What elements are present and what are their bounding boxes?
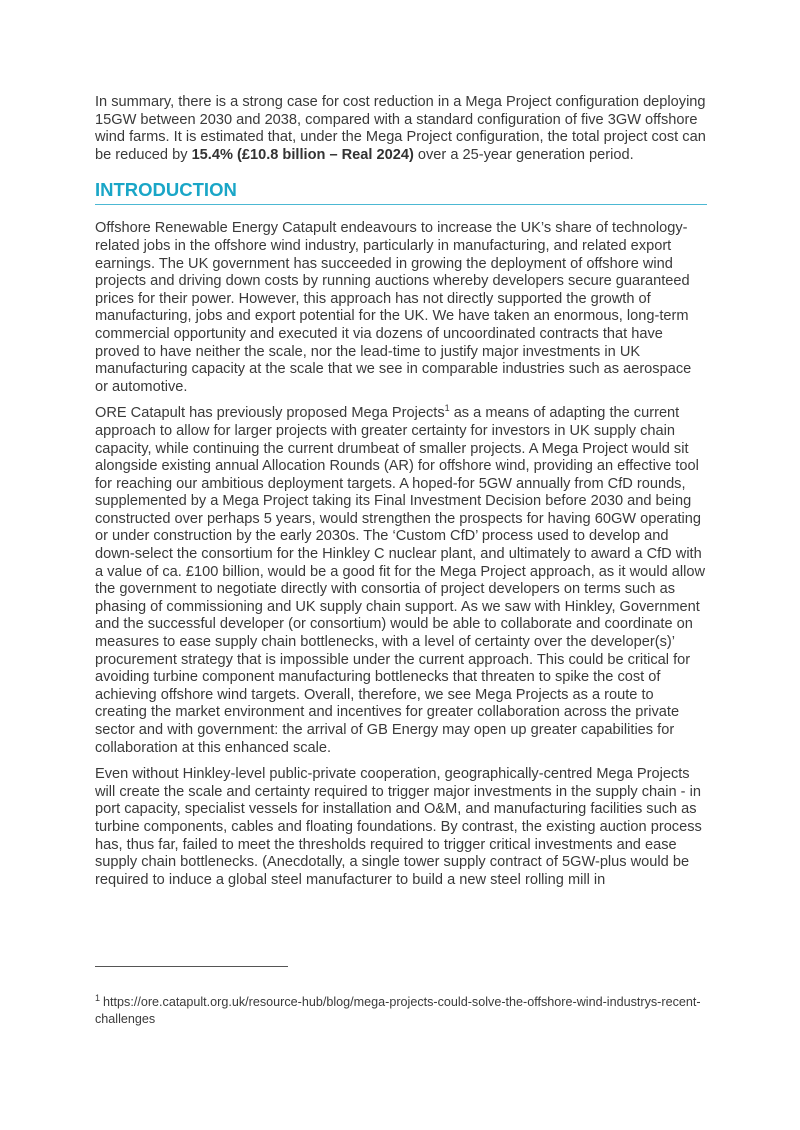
footnote-link[interactable]: https://ore.catapult.org.uk/resource-hub/blog/mega-projects-could-solve-the-offshore-wind-industrys-recent-challenges [95, 995, 701, 1026]
paragraph-2-start: ORE Catapult has previously proposed Mega Projects [95, 405, 445, 422]
summary-highlight: 15.4% (£10.8 billion – Real 2024) [191, 146, 414, 163]
summary-text-end: over a 25-year generation period. [413, 146, 634, 163]
footnote-number: 1 [95, 992, 101, 1003]
summary-text-start: In summary, there is a strong case for cost reduction in a Mega Project configuration deploying 15GW between 2030 and 2038, compared with a standard configuration of five 3GW offshore wind farms. It is estimated that, under the Mega Project configuration, the total project cost can be reduced by [95, 94, 706, 163]
intro-paragraph-1: Offshore Renewable Energy Catapult endeavours to increase the UK’s share of technology-related jobs in the offshore wind industry, particularly in manufacturing, and related export earnings. The UK government has succeeded in growing the deployment of offshore wind projects and driving down costs by running auctions whereby developers secure guaranteed prices for their power. However, this approach has not directly supported the growth of manufacturing, jobs and export potential for the UK. We have taken an enormous, long-term commercial opportunity and executed it via dozens of uncoordinated contracts that have proved to have neither the scale, nor the lead-time to justify major investments in UK manufacturing capacity at the scale that we see in comparable industries such as aerospace or automotive. [95, 220, 692, 395]
intro-paragraph-3: Even without Hinkley-level public-private cooperation, geographically-centred Mega Projects will create the scale and certainty required to trigger major investments in the supply chain - in port capacity, specialist vessels for installation and O&M, and manufacturing facilities such as turbine components, cables and floating foundations. By contrast, the existing auction process has, thus far, failed to meet the thresholds required to trigger critical investments and ease supply chain bottlenecks. (Anecdotally, a single tower supply contract of 5GW-plus would be required to induce a global steel manufacturer to build a new steel rolling mill in [95, 766, 702, 888]
intro-paragraph-2 [95, 405, 707, 757]
footnote [95, 994, 707, 1027]
document-body [95, 94, 707, 898]
section-heading-introduction: INTRODUCTION [95, 179, 707, 205]
footnote-divider [95, 966, 288, 967]
summary-paragraph [95, 94, 707, 164]
paragraph-2-rest: as a means of adapting the current approach to allow for larger projects with greater certainty for investors in UK supply chain capacity, while continuing the current drumbeat of smaller projects. A Mega Project would sit alongside existing annual Allocation Rounds (AR) for offshore wind, providing an effective tool for reaching our ambitious deployment targets. A hoped-for 5GW annually from CfD rounds, supplemented by a Mega Project taking its Final Investment Decision before 2030 and being constructed over perhaps 5 years, would strengthen the prospects for having 60GW operating or under construction by the early 2030s. The ‘Custom CfD’ process used to develop and down-select the consortium for the Hinkley C nuclear plant, and ultimately to award a CfD with a value of ca. £100 billion, would be a good fit for the Mega Project approach, as it would allow the government to negotiate directly with consortia of project developers on terms such as phasing of commissioning and UK supply chain support. As we saw with Hinkley, Government and the successful developer (or consortium) would be able to collaborate and coordinate on measures to ease supply chain bottlenecks, with a level of certainty over the developer(s)’ procurement strategy that is impossible under the current approach. This could be critical for avoiding turbine component manufacturing bottlenecks that threaten to spike the cost of achieving offshore wind targets. Overall, therefore, we see Mega Projects as a route to creating the market environment and incentives for greater collaboration across the private sector and with government: the arrival of GB Energy may open up greater capabilities for collaboration at this enhanced scale. [95, 405, 706, 756]
footnote-reference[interactable]: 1 [444, 403, 450, 414]
